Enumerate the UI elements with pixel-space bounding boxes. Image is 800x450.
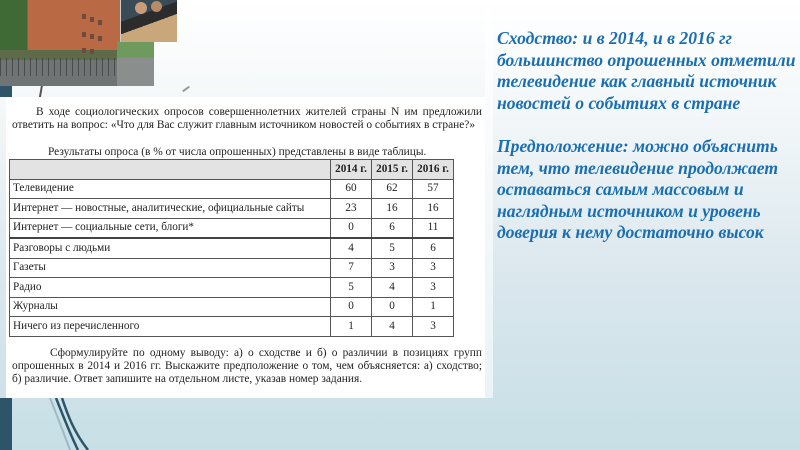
window: [90, 34, 94, 39]
cell-value: 5: [372, 238, 413, 258]
header-cell: 2014 г.: [331, 160, 372, 180]
left-strip-bottom: [0, 398, 12, 450]
row-label: Радио: [10, 278, 331, 298]
cell-value: 3: [372, 258, 413, 278]
task-intro: В ходе социологических опросов совершеннолетних жителей страны N им предложили ответить на вопрос: «Что для Вас служит главным источником новостей о событиях в стране?»: [12, 106, 482, 131]
table-row: [10, 297, 454, 317]
task-document: [6, 97, 485, 398]
hypothesis-text: Предположение: можно объяснить тем, что телевидение продолжает оставаться самым массовым и наглядным источником и уровень доверия к нему достаточно высок: [497, 136, 779, 242]
table-header-row: [10, 160, 454, 180]
row-label: Разговоры с людьми: [10, 238, 331, 258]
cell-value: 6: [413, 238, 454, 258]
school-path-photo: [117, 42, 154, 86]
cell-value: 23: [331, 199, 372, 219]
table-row: [10, 199, 454, 219]
task-question: Сформулируйте по одному выводу: а) о сходстве и б) о различии в позициях групп опрошенных в 2014 и 2016 гг. Выскажите предположение о том, чем объясняется: а) сходство; б) различие. Ответ запишите на отдельном листе, указав номер задания.: [12, 347, 482, 385]
row-label: Газеты: [10, 258, 331, 278]
results-table: [9, 159, 454, 337]
row-label: Телевидение: [10, 179, 331, 199]
window: [82, 14, 86, 19]
left-strip-top: [0, 85, 12, 97]
decorative-line: [182, 86, 190, 92]
answer-panel: [497, 28, 797, 244]
cell-value: 1: [331, 317, 372, 337]
cell-value: 7: [331, 258, 372, 278]
cell-value: 57: [413, 179, 454, 199]
cell-value: 6: [372, 218, 413, 238]
cell-value: 3: [413, 278, 454, 298]
fence: [0, 58, 115, 76]
table-row: [10, 179, 454, 199]
decorative-line: [39, 84, 43, 98]
row-label: Интернет — социальные сети, блоги*: [10, 218, 331, 238]
cell-value: 1: [413, 297, 454, 317]
cell-value: 3: [413, 258, 454, 278]
cell-value: 4: [331, 238, 372, 258]
student-face: [135, 2, 147, 14]
window: [90, 49, 94, 54]
table-row: [10, 238, 454, 258]
cell-value: 3: [413, 317, 454, 337]
cell-value: 0: [331, 218, 372, 238]
table-caption: Результаты опроса (в % от числа опрошенных) представлены в виде таблицы.: [48, 146, 427, 158]
similarity-text: Сходство: и в 2014, и в 2016 гг большинство опрошенных отметили телевидение как главный источник новостей о событиях в стране: [497, 28, 796, 113]
table-row: [10, 258, 454, 278]
spacer: [497, 114, 797, 136]
table-row: [10, 317, 454, 337]
window: [98, 20, 102, 25]
window: [90, 17, 94, 22]
cell-value: 0: [372, 297, 413, 317]
header-cell: 2015 г.: [372, 160, 413, 180]
student-face: [151, 1, 162, 12]
divider: [485, 10, 493, 398]
cell-value: 4: [372, 278, 413, 298]
decorative-curves: [40, 398, 120, 450]
cell-value: 5: [331, 278, 372, 298]
cell-value: 11: [413, 218, 454, 238]
window: [98, 36, 102, 41]
row-label: Интернет — новостные, аналитические, официальные сайты: [10, 199, 331, 219]
header-cell: [10, 160, 331, 180]
cell-value: 4: [372, 317, 413, 337]
cell-value: 16: [413, 199, 454, 219]
students-working-photo: [121, 0, 177, 42]
cell-value: 0: [331, 297, 372, 317]
row-label: Ничего из перечисленного: [10, 317, 331, 337]
cell-value: 62: [372, 179, 413, 199]
window: [82, 48, 86, 53]
row-label: Журналы: [10, 297, 331, 317]
cell-value: 60: [331, 179, 372, 199]
header-cell: 2016 г.: [413, 160, 454, 180]
cell-value: 16: [372, 199, 413, 219]
table-row: [10, 218, 454, 238]
table-row: [10, 278, 454, 298]
window: [82, 32, 86, 37]
